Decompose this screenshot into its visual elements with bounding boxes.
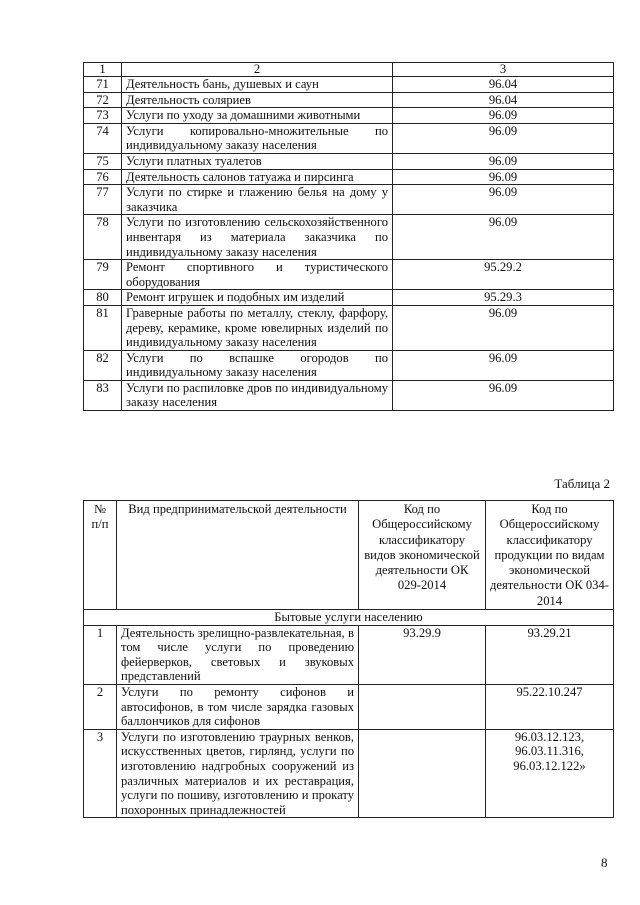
table-row	[84, 685, 614, 730]
row-number: 81	[84, 305, 122, 350]
table-row	[84, 625, 614, 684]
row-okved-code	[359, 729, 486, 818]
header-activity: Вид предпринимательской деятельности	[117, 501, 359, 610]
section-title: Бытовые услуги населению	[84, 610, 614, 626]
page-number: 8	[601, 855, 608, 870]
table-row	[84, 260, 614, 290]
row-number: 1	[84, 625, 117, 684]
header-okpd-code: Код по Общероссийскому классификатору продукции по видам экономической деятельности ОК 034-2014	[486, 501, 614, 610]
row-number: 72	[84, 92, 122, 108]
row-number: 76	[84, 169, 122, 185]
table-row	[84, 350, 614, 380]
row-okpd-code: 95.22.10.247	[486, 685, 614, 730]
row-code: 96.09	[393, 215, 614, 260]
row-activity-name: Услуги по изготовлению траурных венков, искусственных цветов, гирлянд, услуги по изготовлению надгробных сооружений из различных материалов и их реставрация, услуги по пошиву, изготовлению и прокату похоронных принадлежностей	[117, 729, 359, 818]
table-row	[84, 380, 614, 410]
row-service-name: Услуги по распиловке дров по индивидуальному заказу населения	[122, 380, 393, 410]
row-okpd-code: 96.03.12.123, 96.03.11.316, 96.03.12.122»	[486, 729, 614, 818]
row-code: 96.09	[393, 169, 614, 185]
row-service-name: Услуги по вспашке огородов по индивидуальному заказу населения	[122, 350, 393, 380]
row-activity-name: Деятельность зрелищно-развлекательная, в том числе услуги по проведению фейерверков, световых и звуковых представлений	[117, 625, 359, 684]
row-service-name: Услуги по изготовлению сельскохозяйственного инвентаря из материала заказчика по индивидуальному заказу населения	[122, 215, 393, 260]
table-row	[84, 169, 614, 185]
table-row	[84, 108, 614, 124]
column-number-3: 3	[393, 63, 614, 77]
row-number: 75	[84, 153, 122, 169]
row-code: 96.09	[393, 153, 614, 169]
row-service-name: Ремонт игрушек и подобных им изделий	[122, 290, 393, 306]
row-service-name: Ремонт спортивного и туристического оборудования	[122, 260, 393, 290]
row-service-name: Услуги по уходу за домашними животными	[122, 108, 393, 124]
row-code: 96.09	[393, 108, 614, 124]
table-row	[84, 153, 614, 169]
row-service-name: Граверные работы по металлу, стеклу, фарфору, дереву, керамике, кроме ювелирных изделий по индивидуальному заказу населения	[122, 305, 393, 350]
table-row	[84, 123, 614, 153]
row-number: 3	[84, 729, 117, 818]
services-table-continued	[83, 62, 614, 411]
services-table-2	[83, 500, 614, 818]
column-numbers-row	[84, 63, 614, 77]
row-code: 96.09	[393, 185, 614, 215]
table-row	[84, 729, 614, 818]
row-code: 96.04	[393, 92, 614, 108]
row-number: 78	[84, 215, 122, 260]
row-number: 71	[84, 77, 122, 93]
row-number: 74	[84, 123, 122, 153]
row-service-name: Деятельность салонов татуажа и пирсинга	[122, 169, 393, 185]
row-number: 77	[84, 185, 122, 215]
row-number: 79	[84, 260, 122, 290]
row-service-name: Услуги копировально-множительные по индивидуальному заказу населения	[122, 123, 393, 153]
row-service-name: Деятельность бань, душевых и саун	[122, 77, 393, 93]
row-service-name: Услуги платных туалетов	[122, 153, 393, 169]
row-number: 2	[84, 685, 117, 730]
row-code: 96.09	[393, 123, 614, 153]
table-header-row	[84, 501, 614, 610]
row-code: 96.09	[393, 350, 614, 380]
row-code: 96.09	[393, 305, 614, 350]
header-number: № п/п	[84, 501, 117, 610]
table-row	[84, 185, 614, 215]
row-okpd-code: 93.29.21	[486, 625, 614, 684]
row-okved-code	[359, 685, 486, 730]
row-service-name: Услуги по стирке и глажению белья на дому у заказчика	[122, 185, 393, 215]
table-row	[84, 215, 614, 260]
row-number: 83	[84, 380, 122, 410]
table-row	[84, 77, 614, 93]
table-row	[84, 92, 614, 108]
header-okved-code: Код по Общероссийскому классификатору видов экономической деятельности ОК 029-2014	[359, 501, 486, 610]
row-okved-code: 93.29.9	[359, 625, 486, 684]
row-code: 96.09	[393, 380, 614, 410]
column-number-2: 2	[122, 63, 393, 77]
row-number: 82	[84, 350, 122, 380]
section-row	[84, 610, 614, 626]
table-caption: Таблица 2	[554, 476, 610, 491]
column-number-1: 1	[84, 63, 122, 77]
row-code: 95.29.3	[393, 290, 614, 306]
row-number: 80	[84, 290, 122, 306]
row-activity-name: Услуги по ремонту сифонов и автосифонов, в том числе зарядка газовых баллончиков для сифонов	[117, 685, 359, 730]
row-code: 95.29.2	[393, 260, 614, 290]
row-service-name: Деятельность соляриев	[122, 92, 393, 108]
table-row	[84, 290, 614, 306]
row-number: 73	[84, 108, 122, 124]
table-row	[84, 305, 614, 350]
row-code: 96.04	[393, 77, 614, 93]
